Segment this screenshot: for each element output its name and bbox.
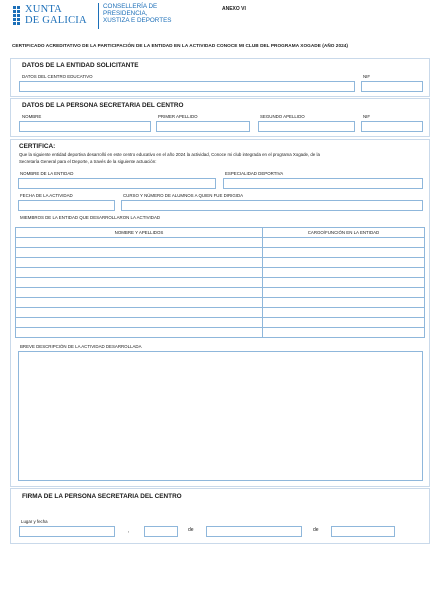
dia-field[interactable]: [144, 526, 178, 537]
xunta-emblem-icon: [13, 6, 22, 28]
lugar-field[interactable]: [19, 526, 115, 537]
nombre-cell[interactable]: [16, 258, 263, 268]
section-heading: DATOS DE LA ENTIDAD SOLICITANTE: [22, 62, 139, 69]
table-header-row: [16, 228, 425, 238]
conselleria-line3: XUSTIZA E DEPORTES: [103, 17, 172, 25]
cargo-cell[interactable]: [263, 308, 425, 318]
conselleria-line1: CONSELLERÍA DE: [103, 3, 158, 10]
especialidad-label: ESPECIALIDAD DEPORTIVA: [225, 171, 284, 176]
certifica-text-line1: Que la siguiente entidad deportiva desarrolló en este centro educativo en el año 2024 la actividad, Conoce mi club integrada en el programa Xogade, de la: [19, 152, 320, 157]
comma-separator: ,: [128, 528, 130, 534]
cargo-cell[interactable]: [263, 328, 425, 338]
nif-label: NIF: [363, 74, 371, 79]
mes-field[interactable]: [206, 526, 302, 537]
primer-apellido-field[interactable]: [156, 121, 250, 132]
table-row: [16, 328, 425, 338]
fecha-label: FECHA DE LA ACTIVIDAD: [20, 193, 73, 198]
table-row: [16, 308, 425, 318]
segundo-apellido-label: SEGUNDO APELLIDO: [260, 114, 305, 119]
cargo-cell[interactable]: [263, 268, 425, 278]
table-row: [16, 248, 425, 258]
section-firma: [10, 488, 430, 544]
firma-heading: FIRMA DE LA PERSONA SECRETARIA DEL CENTRO: [22, 493, 182, 500]
section-entidad-solicitante: [10, 58, 430, 97]
descripcion-label: BREVE DESCRIPCIÓN DE LA ACTIVIDAD DESARROLLADA: [20, 344, 142, 349]
nombre-cell[interactable]: [16, 248, 263, 258]
lugar-fecha-label: Lugar y fecha: [21, 519, 48, 524]
table-row: [16, 278, 425, 288]
header-nombre: NOMBRE Y APELLIDOS: [16, 228, 263, 238]
segundo-apellido-field[interactable]: [258, 121, 355, 132]
nombre-cell[interactable]: [16, 238, 263, 248]
nombre-cell[interactable]: [16, 288, 263, 298]
xunta-logo: [13, 4, 95, 30]
curso-alumnos-field[interactable]: [121, 200, 423, 211]
miembros-label: MIEMBROS DE LA ENTIDAD QUE DESARROLLARON LA ACTIVIDAD: [20, 215, 161, 220]
table-row: [16, 318, 425, 328]
section-heading: DATOS DE LA PERSONA SECRETARIA DEL CENTRO: [22, 102, 184, 109]
cargo-cell[interactable]: [263, 298, 425, 308]
nombre-cell[interactable]: [16, 278, 263, 288]
certifica-text: [19, 152, 424, 165]
nif-label: NIF: [363, 114, 371, 119]
descripcion-textarea[interactable]: [18, 351, 423, 481]
table-row: [16, 258, 425, 268]
primer-apellido-label: PRIMER APELLIDO: [158, 114, 198, 119]
de-text-2: de: [313, 527, 319, 533]
cargo-cell[interactable]: [263, 318, 425, 328]
header-cargo: CARGO/FUNCIÓN EN LA ENTIDAD: [263, 228, 425, 238]
nombre-cell[interactable]: [16, 268, 263, 278]
nombre-cell[interactable]: [16, 328, 263, 338]
document-title: CERTIFICADO ACREDITATIVO DE LA PARTICIPACIÓN DE LA ENTIDAD EN LA ACTIVIDAD CONOCE MI CLUB DEL PROGRAMA XOGADE (AÑO 2024): [12, 43, 349, 48]
nombre-cell[interactable]: [16, 318, 263, 328]
nombre-field[interactable]: [19, 121, 151, 132]
de-text-1: de: [188, 527, 194, 533]
section-persona-secretaria: [10, 98, 430, 137]
logo-text: [25, 4, 87, 26]
cargo-cell[interactable]: [263, 288, 425, 298]
nombre-label: NOMBRE: [22, 114, 42, 119]
cargo-cell[interactable]: [263, 258, 425, 268]
nombre-cell[interactable]: [16, 298, 263, 308]
certifica-heading: CERTIFICA:: [19, 143, 56, 150]
cargo-cell[interactable]: [263, 278, 425, 288]
centro-educativo-field[interactable]: [19, 81, 355, 92]
logo-line2: DE GALICIA: [25, 15, 87, 26]
table-row: [16, 268, 425, 278]
logo-line1: XUNTA: [25, 4, 62, 15]
conselleria-name: [103, 3, 183, 25]
especialidad-field[interactable]: [223, 178, 423, 189]
anexo-label: ANEXO VI: [222, 6, 246, 12]
nif-field[interactable]: [361, 121, 423, 132]
nif-field[interactable]: [361, 81, 423, 92]
certifica-text-line2: Secretaría General para el Deporte, a través de la siguiente actuación:: [19, 158, 157, 164]
nombre-entidad-field[interactable]: [18, 178, 216, 189]
entidad-label: NOMBRE DE LA ENTIDAD: [20, 171, 74, 176]
conselleria-line2: PRESIDENCIA,: [103, 10, 148, 18]
cargo-cell[interactable]: [263, 238, 425, 248]
centro-label: DATOS DEL CENTRO EDUCATIVO: [22, 74, 93, 79]
ano-field[interactable]: [331, 526, 395, 537]
table-row: [16, 288, 425, 298]
logo-divider: [98, 3, 99, 29]
table-row: [16, 298, 425, 308]
fecha-actividad-field[interactable]: [18, 200, 115, 211]
nombre-cell[interactable]: [16, 308, 263, 318]
miembros-table: [15, 227, 425, 338]
cargo-cell[interactable]: [263, 248, 425, 258]
section-certifica: [10, 139, 430, 487]
curso-label: CURSO Y NÚMERO DE ALUMNOS A QUIEN FUE DIRIGIDA: [123, 193, 244, 198]
table-row: [16, 238, 425, 248]
